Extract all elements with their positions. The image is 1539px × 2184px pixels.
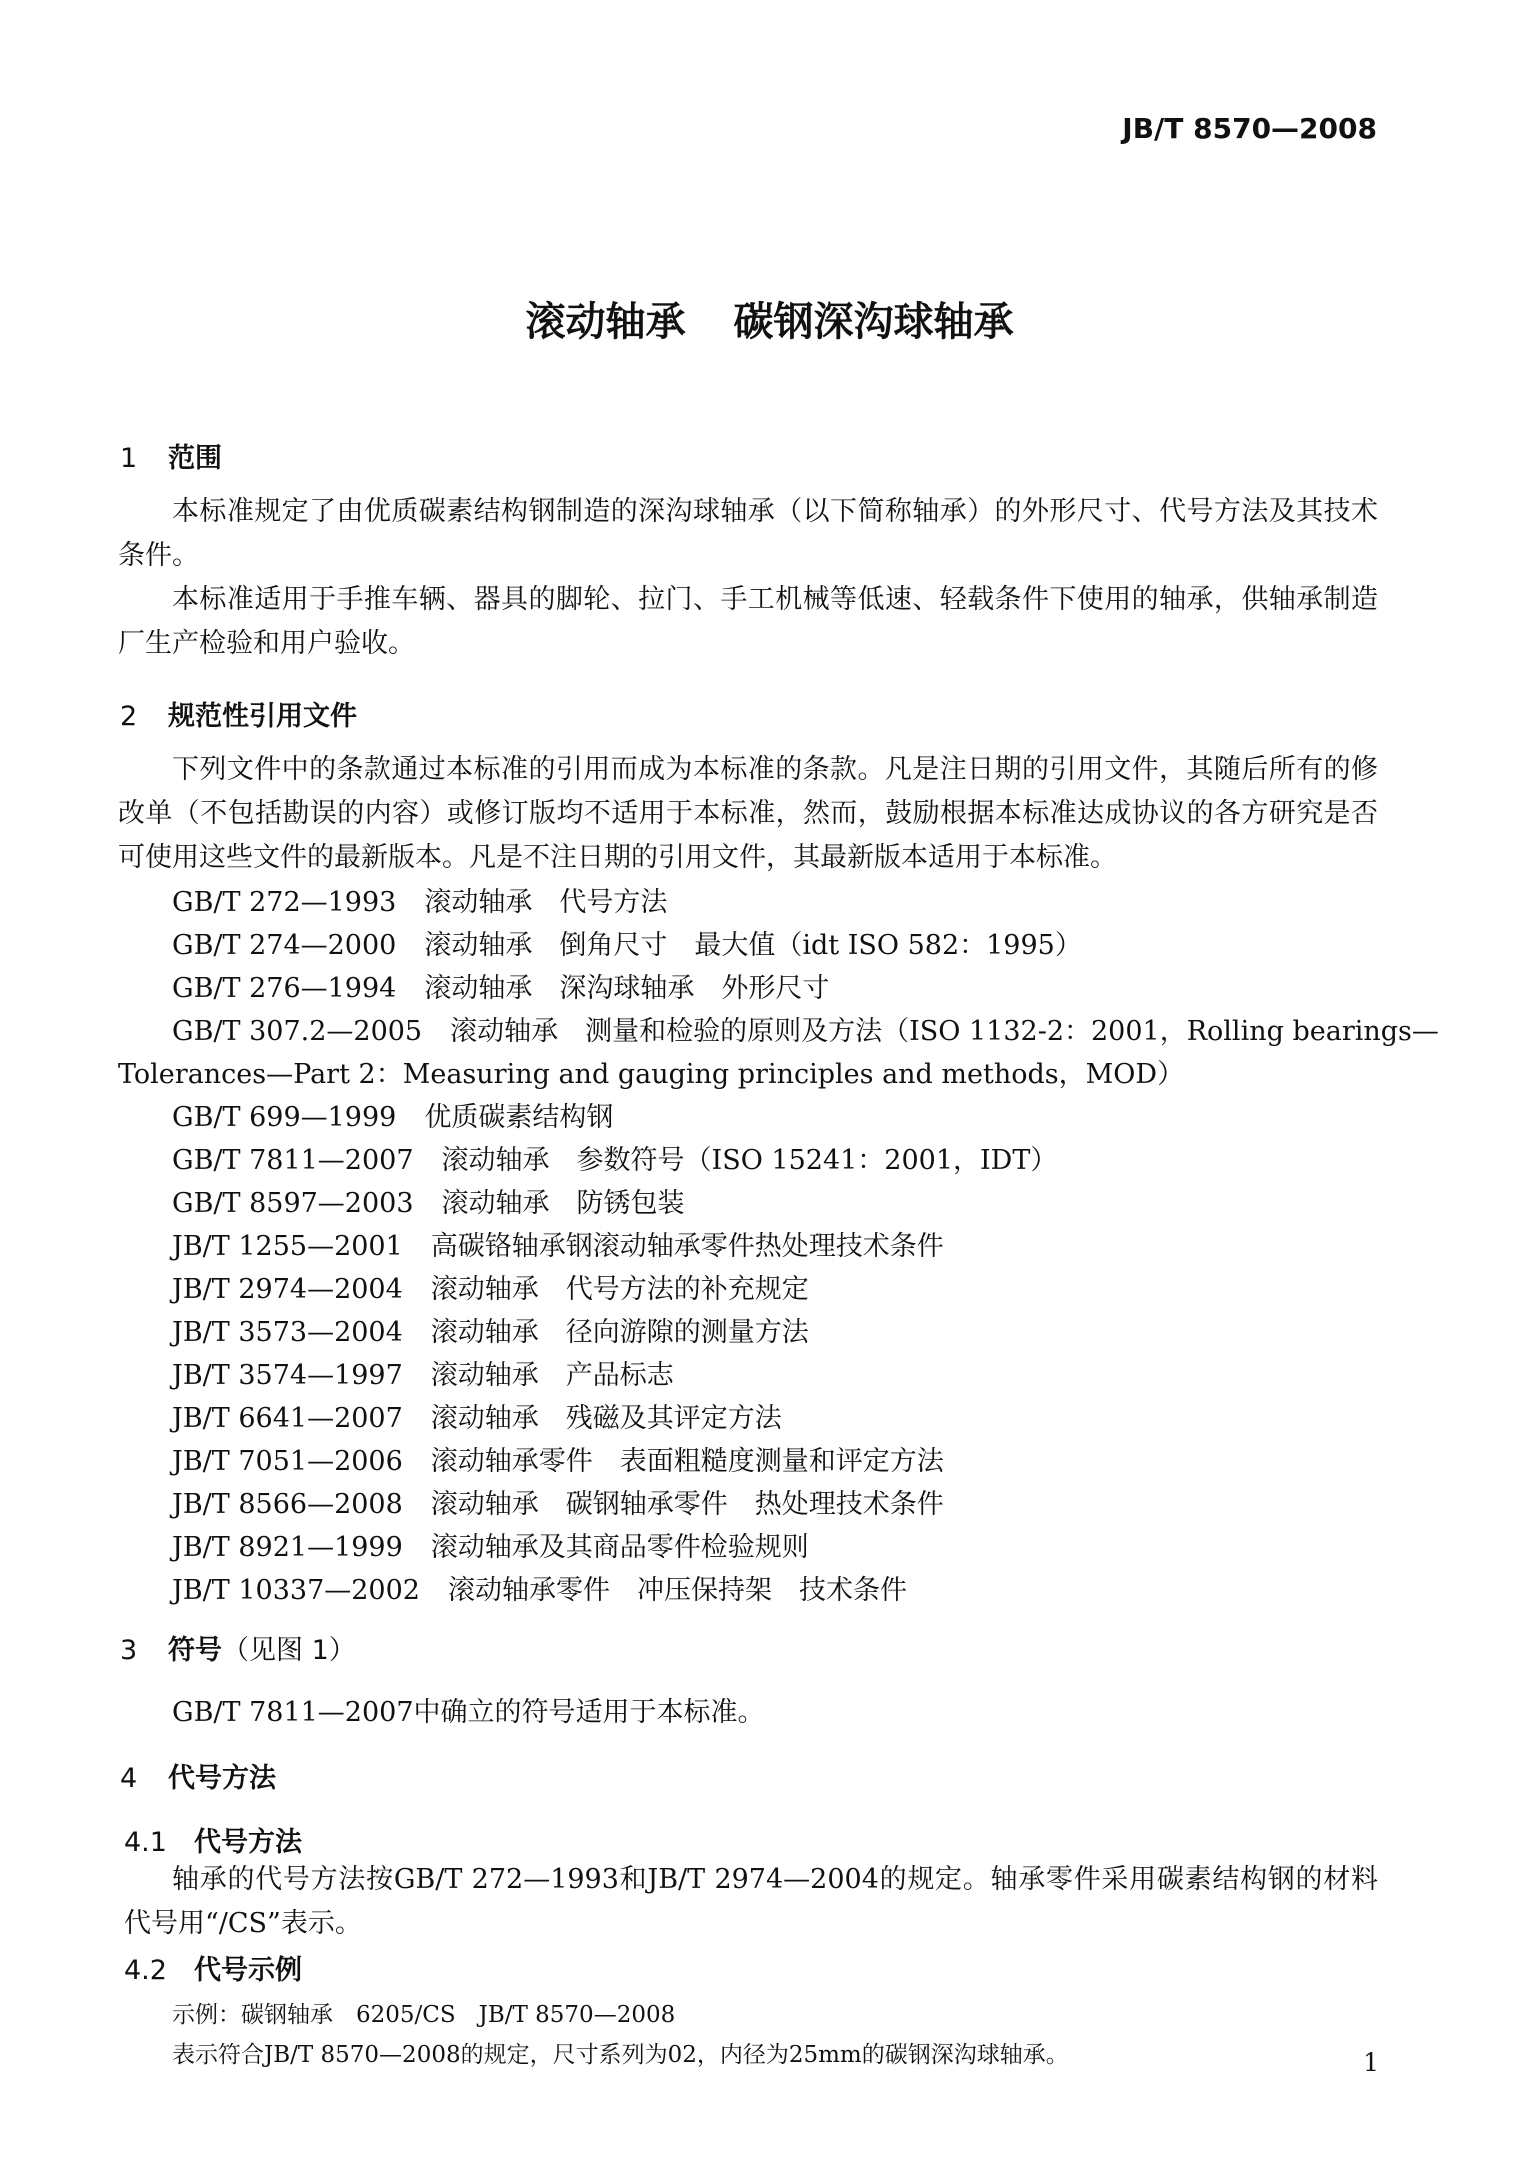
reference-code: JB/T 10337—2002 xyxy=(172,1575,420,1606)
reference-title: 滚动轴承 残磁及其评定方法 xyxy=(430,1403,782,1434)
reference-title: 滚动轴承 深沟球轴承 外形尺寸 xyxy=(424,973,830,1004)
reference-item xyxy=(172,1224,944,1263)
reference-code: GB/T 274—2000 xyxy=(172,930,397,961)
reference-title: 滚动轴承 测量和检验的原则及方法（ISO 1132-2：2001，Rolling bearings— xyxy=(450,1016,1439,1047)
standard-code-header: JB/T 8570—2008 xyxy=(1122,112,1377,145)
reference-item xyxy=(172,1181,685,1220)
reference-title: 滚动轴承 径向游隙的测量方法 xyxy=(430,1317,809,1348)
section-number: 3 xyxy=(120,1635,138,1666)
reference-title: 滚动轴承 产品标志 xyxy=(430,1360,674,1391)
reference-code: JB/T 8921—1999 xyxy=(172,1532,403,1563)
reference-code: GB/T 276—1994 xyxy=(172,973,397,1004)
reference-item xyxy=(172,923,1082,962)
section-number: 2 xyxy=(120,701,138,732)
subsection-4-1-paragraph: 轴承的代号方法按GB/T 272—1993和JB/T 2974—2004的规定。轴承零件采用碳素结构钢的材料代号用“/CS”表示。 xyxy=(124,1864,1378,1939)
reference-title: 滚动轴承零件 表面粗糙度测量和评定方法 xyxy=(430,1446,944,1477)
section-2-paragraph-1: 下列文件中的条款通过本标准的引用而成为本标准的条款。凡是注日期的引用文件，其随后所有的修改单（不包括勘误的内容）或修订版均不适用于本标准，然而，鼓励根据本标准达成协议的各方研究是否可使用这些文件的最新版本。凡是不注日期的引用文件，其最新版本适用于本标准。 xyxy=(118,754,1378,873)
reference-item xyxy=(172,966,829,1005)
reference-code: GB/T 8597—2003 xyxy=(172,1188,414,1219)
reference-item-continuation: Tolerances—Part 2：Measuring and gauging principles and methods，MOD） xyxy=(118,1059,1185,1090)
reference-code: JB/T 7051—2006 xyxy=(172,1446,403,1477)
reference-item xyxy=(172,1310,809,1349)
reference-code: JB/T 1255—2001 xyxy=(172,1231,403,1262)
reference-item xyxy=(172,1095,613,1134)
reference-code: GB/T 307.2—2005 xyxy=(172,1016,423,1047)
reference-title: 高碳铬轴承钢滚动轴承零件热处理技术条件 xyxy=(430,1231,944,1262)
subsection-4-2-heading xyxy=(124,1948,302,1987)
section-title: 范围 xyxy=(168,443,222,474)
reference-code: JB/T 8566—2008 xyxy=(172,1489,403,1520)
reference-code: GB/T 699—1999 xyxy=(172,1102,397,1133)
section-1-paragraph-2: 本标准适用于手推车辆、器具的脚轮、拉门、手工机械等低速、轻载条件下使用的轴承，供轴承制造厂生产检验和用户验收。 xyxy=(118,584,1378,659)
document-title xyxy=(0,290,1539,347)
title-part-1: 滚动轴承 xyxy=(525,299,686,345)
reference-title: 滚动轴承 防锈包装 xyxy=(441,1188,685,1219)
section-4-heading xyxy=(120,1756,276,1795)
reference-item xyxy=(172,1439,944,1478)
section-3-paragraph-1: GB/T 7811—2007中确立的符号适用于本标准。 xyxy=(172,1697,765,1728)
section-title: 规范性引用文件 xyxy=(168,701,357,732)
subsection-4-1-heading xyxy=(124,1820,302,1859)
subsection-number: 4.2 xyxy=(124,1955,167,1986)
reference-code: JB/T 6641—2007 xyxy=(172,1403,403,1434)
reference-item xyxy=(172,1267,809,1306)
section-2-heading xyxy=(120,694,357,733)
reference-code: GB/T 7811—2007 xyxy=(172,1145,414,1176)
reference-code: JB/T 3574—1997 xyxy=(172,1360,403,1391)
section-title: 代号方法 xyxy=(168,1763,276,1794)
code-example: 示例：碳钢轴承 6205/CS JB/T 8570—2008 xyxy=(172,2002,676,2028)
reference-item xyxy=(172,1568,907,1607)
reference-code: GB/T 272—1993 xyxy=(172,887,397,918)
reference-item xyxy=(172,1009,1439,1048)
reference-title: 滚动轴承 倒角尺寸 最大值（idt ISO 582：1995） xyxy=(424,930,1082,961)
subsection-number: 4.1 xyxy=(124,1827,167,1858)
reference-item xyxy=(172,1525,809,1564)
section-title-reference: （见图 1） xyxy=(222,1635,356,1666)
reference-item xyxy=(172,1138,1057,1177)
reference-item xyxy=(172,1353,674,1392)
reference-title: 滚动轴承 碳钢轴承零件 热处理技术条件 xyxy=(430,1489,944,1520)
reference-title: 滚动轴承 代号方法的补充规定 xyxy=(430,1274,809,1305)
page-number: 1 xyxy=(1363,2048,1379,2077)
reference-title: 优质碳素结构钢 xyxy=(424,1102,614,1133)
section-title: 符号 xyxy=(168,1635,222,1666)
section-1-paragraph-1: 本标准规定了由优质碳素结构钢制造的深沟球轴承（以下简称轴承）的外形尺寸、代号方法及其技术条件。 xyxy=(118,496,1378,571)
code-example-explanation: 表示符合JB/T 8570—2008的规定，尺寸系列为02，内径为25mm的碳钢深沟球轴承。 xyxy=(172,2042,1069,2068)
subsection-title: 代号方法 xyxy=(194,1827,302,1858)
reference-title: 滚动轴承零件 冲压保持架 技术条件 xyxy=(447,1575,907,1606)
section-3-heading xyxy=(120,1628,356,1667)
reference-item xyxy=(172,880,667,919)
section-number: 4 xyxy=(120,1763,138,1794)
title-part-2: 碳钢深沟球轴承 xyxy=(733,299,1014,345)
reference-title: 滚动轴承及其商品零件检验规则 xyxy=(430,1532,809,1563)
subsection-title: 代号示例 xyxy=(194,1955,302,1986)
reference-item xyxy=(172,1396,782,1435)
reference-code: JB/T 2974—2004 xyxy=(172,1274,403,1305)
reference-item xyxy=(172,1482,944,1521)
section-number: 1 xyxy=(120,443,138,474)
reference-code: JB/T 3573—2004 xyxy=(172,1317,403,1348)
reference-title: 滚动轴承 参数符号（ISO 15241：2001，IDT） xyxy=(441,1145,1058,1176)
reference-title: 滚动轴承 代号方法 xyxy=(424,887,668,918)
section-1-heading xyxy=(120,436,222,475)
